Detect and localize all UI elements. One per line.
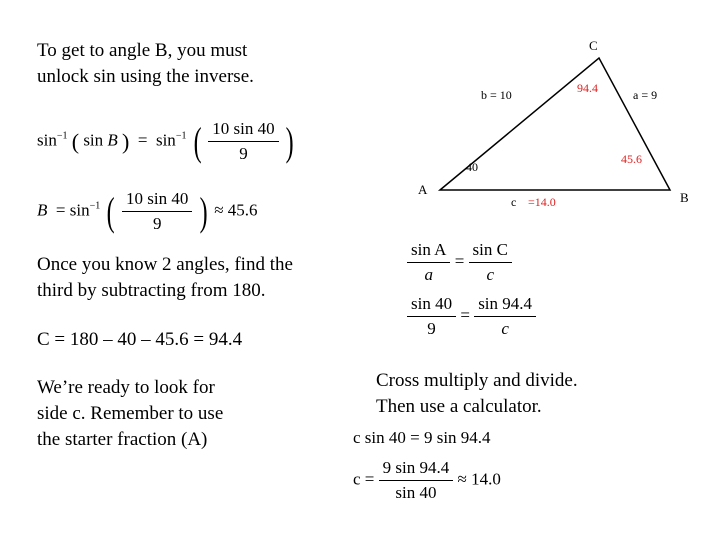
angle-c-value: 94.4 — [577, 81, 598, 95]
cross-line-1: Cross multiply and divide. — [376, 370, 578, 391]
c-solution-numerator: 9 sin 94.4 — [379, 458, 454, 481]
sin-a-numerator: sin A — [407, 240, 450, 263]
step2-line-2: third by subtracting from 180. — [37, 280, 266, 301]
a-denominator: a — [424, 265, 433, 284]
side-c-value: =14.0 — [528, 195, 556, 209]
c-denominator-2: c — [501, 319, 509, 338]
side-a-label: a = 9 — [633, 88, 658, 102]
vertex-b-label: B — [680, 190, 689, 205]
eq1-lhs-inner-sin: sin — [83, 130, 104, 150]
sin944-numerator: sin 94.4 — [474, 294, 536, 317]
side-c-label: c — [511, 195, 517, 209]
vertex-c-label: C — [589, 38, 598, 53]
eq2-denominator: 9 — [152, 214, 162, 233]
eq2-numerator: 10 sin 40 — [122, 189, 192, 212]
nine-denominator: 9 — [427, 319, 436, 338]
side-b-label: b = 10 — [481, 88, 512, 102]
eq1-rhs-sin: sin — [155, 130, 176, 150]
sin-c-numerator: sin C — [469, 240, 512, 263]
step3-line-1: We’re ready to look for — [37, 377, 215, 398]
law-of-sines-general: $\frac{\text{sin A}}{a}$ = $\frac{\text{sin C}}{c}$ — [407, 240, 512, 285]
eq1-rhs-inverse: −1 — [175, 130, 187, 142]
eq2-sin: sin — [69, 200, 90, 220]
eq1-lhs-inverse: −1 — [56, 130, 68, 142]
angle-a-value: 40 — [466, 160, 478, 174]
eq1-numerator: 10 sin 40 — [208, 119, 278, 142]
step3-line-2: side c. Remember to use — [37, 403, 224, 424]
c-solution-var: c = — [353, 469, 375, 489]
cross-multiply-equation: c sin 40 = 9 sin 94.4 — [353, 428, 491, 447]
law-of-sines-values: $\frac{\sin 40}{9}$ = $\frac{\sin 94.4}{c}$ — [407, 294, 536, 339]
eq1-lhs-var: B — [107, 130, 118, 150]
angle-c-equation: C = 180 – 40 – 45.6 = 94.4 — [37, 329, 243, 350]
c-denominator: c — [486, 265, 495, 284]
c-solution-result: ≈ 14.0 — [457, 469, 501, 489]
cross-line-2: Then use a calculator. — [376, 396, 542, 417]
eq1-lhs-sin: sin — [37, 130, 57, 150]
eq1-denominator: 9 — [239, 144, 248, 163]
vertex-a-label: A — [418, 182, 428, 197]
step2-line-1: Once you know 2 angles, find the — [37, 254, 293, 275]
step3-line-3: the starter fraction (A) — [37, 429, 208, 450]
c-solution-denominator: sin 40 — [395, 483, 437, 502]
eq2-result: ≈ 45.6 — [214, 200, 258, 220]
c-solution-equation — [353, 458, 501, 503]
intro-line-1: To get to angle B, you must — [37, 40, 248, 61]
eq2-inverse: −1 — [89, 200, 101, 212]
cross-multiply-text — [376, 368, 578, 420]
angle-b-equation: $B = \sin^{-1}$ ( $\frac{10 \sin 40}{9}$ ) ≈ 45.6 — [37, 189, 258, 234]
angle-b-value: 45.6 — [621, 152, 642, 166]
eq2-var: B — [37, 200, 48, 220]
inverse-sine-equation: $\sin^{-1}$ ( sin B ) = $\sin^{-1}$ ( $\frac{10 \sin 40}{9}$ ) — [37, 119, 294, 164]
sin40-numerator: sin 40 — [407, 294, 456, 317]
intro-line-2: unlock sin using the inverse. — [37, 66, 254, 87]
